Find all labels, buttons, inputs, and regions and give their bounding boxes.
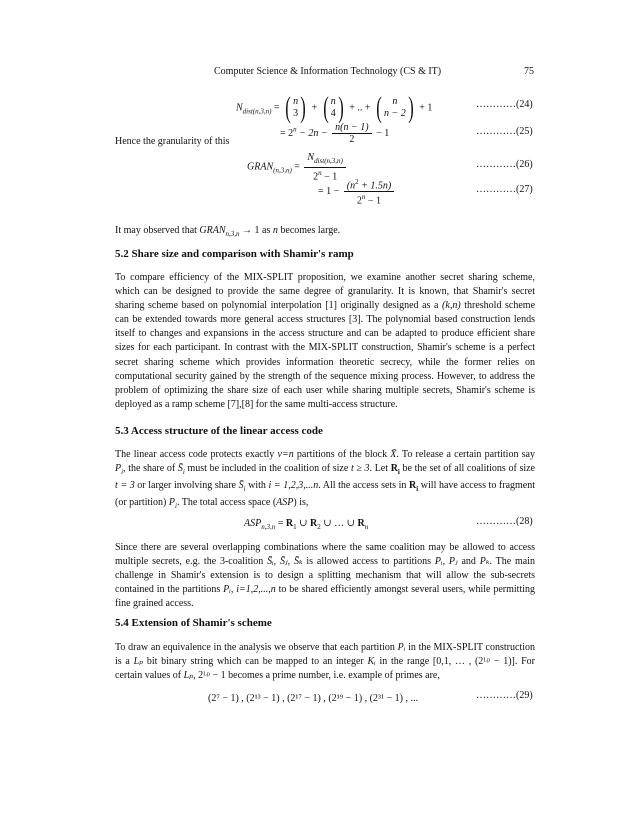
section-5-4-paragraph-1: To draw an equivalence in the analysis we observe that each partition Pᵢ in the MIX-SPLIT construction is a Lₚ bit binary string which can be mapped to an integer Kᵢ in the range [0,1, … , (2ᴸᵖ − 1)]. For certain values of Lₚ, 2ᴸᵖ − 1 becomes a prime number, i.e. example of primes are, bbox=[115, 642, 535, 682]
section-heading-5-3: 5.3 Access structure of the linear access code bbox=[115, 425, 323, 437]
equation-28: $ASP_{n,3,n} = R_1$ ∪ $R_2$ ∪ … ∪ $R_n$ bbox=[244, 518, 369, 531]
equation-number-26: …………(26) bbox=[476, 159, 533, 170]
equation-number-25: …………(25) bbox=[476, 126, 533, 137]
equation-26: $GRAN_{(n,3,n)}$ = $\frac{N_{dist(n,3,n)}}{2^n - 1}$ bbox=[247, 152, 348, 182]
binomial-1: ( n 3 ) bbox=[285, 91, 306, 124]
section-5-3-paragraph-1: The linear access code protects exactly v=n partitions of the block X̄. To release a certain partition say $P_i$, the share of $S̄_i$ must be included in the coalition of size t ≥ 3. Let $R_i$ be the set of all coalitions of size t = 3 or larger involving share $S̄_i$ with i = 1,2,3,...n. All the access sets in $R_i$ will have access to fragment (or partition) $P_i$. The total access space (ASP) is, bbox=[115, 449, 536, 511]
hence-text: Hence the granularity of this bbox=[115, 136, 230, 147]
page-number: 75 bbox=[524, 66, 534, 77]
equation-number-29: …………(29) bbox=[476, 690, 533, 701]
equation-24: $N_{dist(n,3,n)}$ = ( n 3 ) + ( n 4 ) + .. + ( n n − 2 ) + 1 bbox=[236, 91, 433, 124]
equation-number-27: …………(27) bbox=[476, 184, 533, 195]
equation-25: = $2^n - 2n$ − $\frac{n(n - 1)}{2}$ − 1 bbox=[280, 122, 390, 145]
equation-27: = 1 − $\frac{(n^2 + 1.5n)}{2^n - 1}$ bbox=[318, 177, 396, 207]
journal-title: Computer Science & Information Technology (CS & IT) bbox=[214, 66, 442, 77]
equation-29: (2⁷ − 1) , (2¹³ − 1) , (2¹⁷ − 1) , (2¹⁹ − 1) , (2³¹ − 1) , ... bbox=[208, 693, 418, 704]
section-5-2-body: To compare efficiency of the MIX-SPLIT proposition, we examine another secret sharing scheme, which can be designed to provide the same degree of granularity. It is known, that Shamir's secret sharing scheme based on polynomial interpolation [1] originally designed as a (k,n) threshold scheme can be extended towards more general access structures [3]. The polynomial based construction lends itself to changes and expansions in the access structure and can be adapted to produce efficient share sizes for each participant. In contrast with the MIX-SPLIT construction, Shamir's scheme is a perfect secret sharing scheme which provides information theoretic secrecy, while the former relies on computational security gained by the strength of the sequence mixing process. However, to address the problem of optimizing the share size of each user while sharing multiple secrets, Shamir's scheme is deployed as a ramp scheme [7],[8] for the same multi-access structure. bbox=[115, 272, 536, 410]
binomial-2: ( n 4 ) bbox=[322, 91, 344, 124]
observation-line: It may observed that $GRAN_{n,3,n} \to 1$ as n becomes large. bbox=[115, 225, 341, 238]
binomial-3: ( n n − 2 ) bbox=[376, 91, 414, 124]
section-heading-5-4: 5.4 Extension of Shamir's scheme bbox=[115, 617, 272, 629]
section-5-3-paragraph-2: Since there are several overlapping combinations where the same coalition may be allowed to access multiple secrets, e.g. the 3-coalition S̄ᵢ, S̄ⱼ, S̄ₖ is allowed access to partitions Pᵢ, Pⱼ and Pₖ. The main challenge in Shamir's extension is to design a splitting mechanism that will allow the sub-secrets contained in the partitions Pᵢ, i=1,2,...,n to be shared efficiently amongst several users, while permitting fine grained access. bbox=[115, 542, 536, 610]
section-heading-5-2: 5.2 Share size and comparison with Shamir's ramp bbox=[115, 248, 354, 260]
equation-number-24: …………(24) bbox=[476, 99, 533, 110]
equation-number-28: …………(28) bbox=[476, 516, 533, 527]
